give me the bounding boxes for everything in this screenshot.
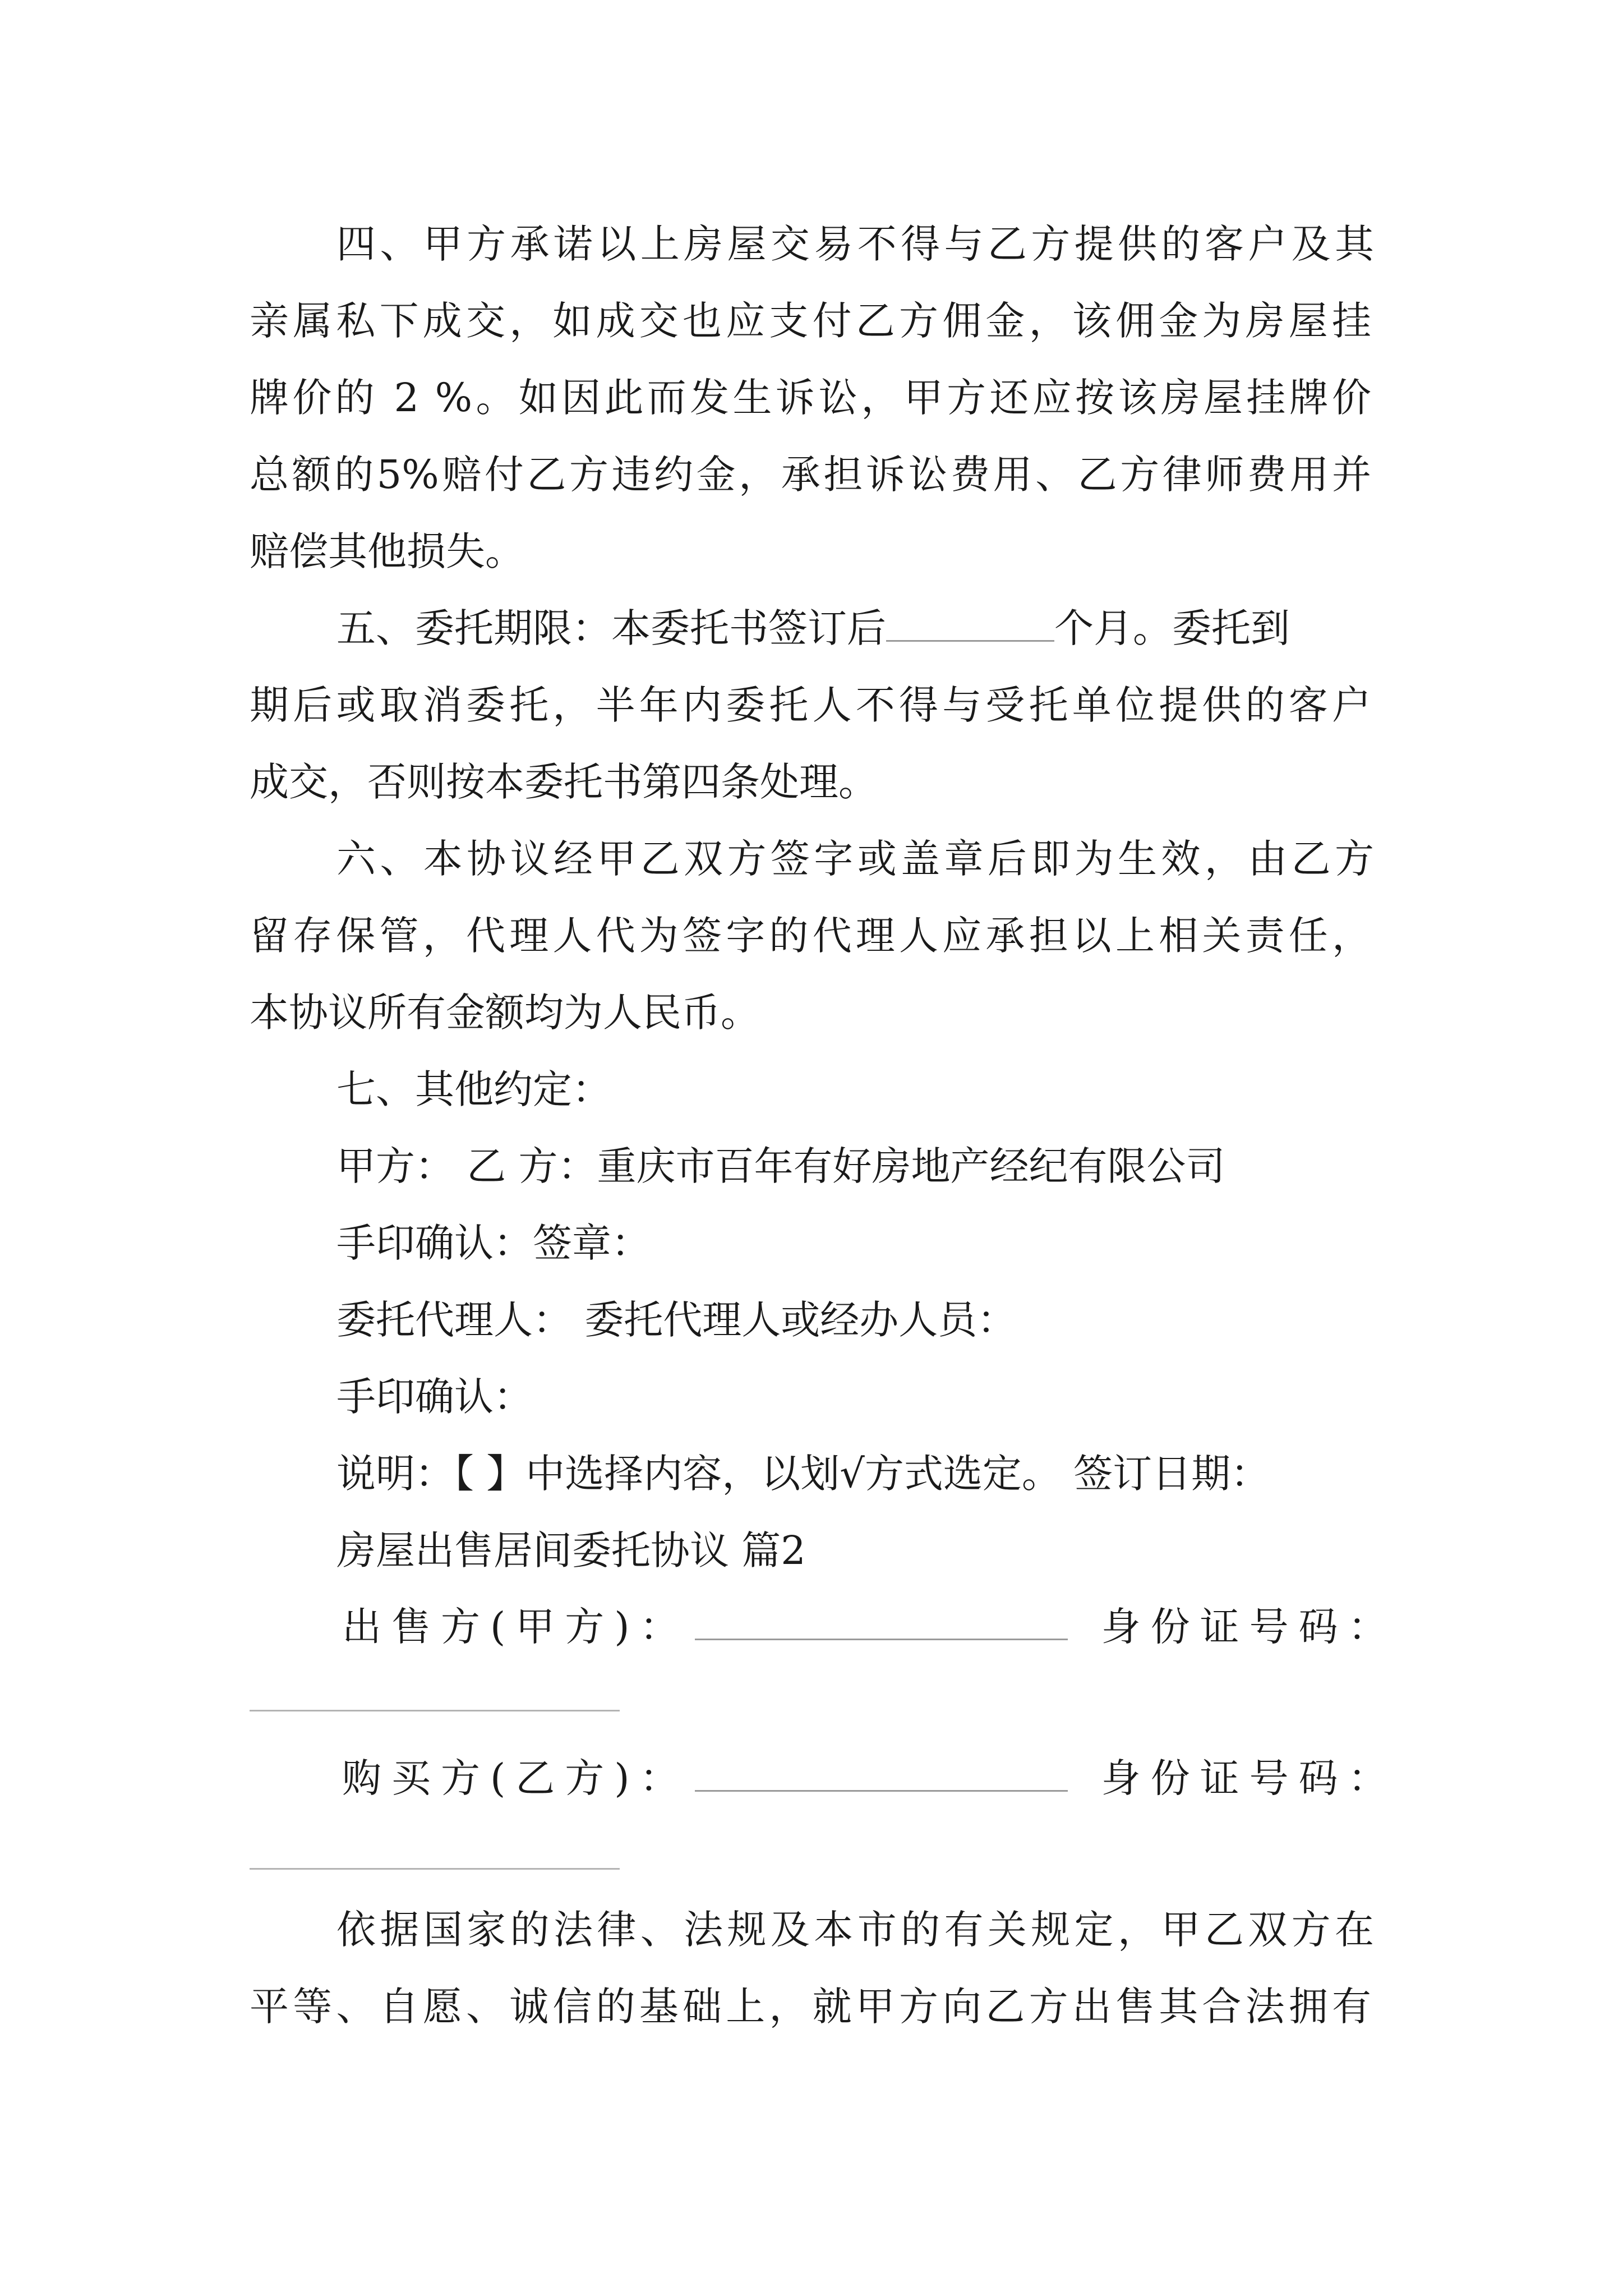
clause6-line2: 留存保管，代理人代为签字的代理人应承担以上相关责任， (250, 913, 1371, 959)
signature-parties: 甲方： 乙 方：重庆市百年有好房地产经纪有限公司 (336, 1143, 1225, 1189)
clause4-line1: 四、甲方承诺以上房屋交易不得与乙方提供的客户及其 (336, 221, 1374, 267)
section2-title: 房屋出售居间委托协议 篇2 (336, 1527, 806, 1573)
intro-line2: 平等、自愿、诚信的基础上，就甲方向乙方出售其合法拥有 (250, 1984, 1371, 2030)
signature-agents: 委托代理人： 委托代理人或经办人员： (336, 1297, 1017, 1343)
clause6-line3: 本协议所有金额均为人民币。 (250, 990, 760, 1036)
buyer-id-blank (250, 1868, 620, 1870)
buyer-line: 购买方(乙方)： 身份证号码： (0, 1750, 1623, 1806)
clause7: 七、其他约定： (336, 1066, 611, 1112)
clause4-line4: 总额的5%赔付乙方违约金，承担诉讼费用、乙方律师费用并 (250, 452, 1371, 498)
seller-line: 出售方(甲方)： 身份证号码： (0, 1599, 1623, 1655)
clause6-line1: 六、本协议经甲乙双方签字或盖章后即为生效，由乙方 (336, 836, 1374, 882)
clause5-line1: 五、委托期限：本委托书签订后 个月。委托到 (0, 600, 1623, 656)
intro-line1: 依据国家的法律、法规及本市的有关规定，甲乙双方在 (336, 1907, 1374, 1953)
clause4-line2: 亲属私下成交，如成交也应支付乙方佣金，该佣金为房屋挂 (250, 298, 1371, 344)
clause5-line3: 成交，否则按本委托书第四条处理。 (250, 759, 878, 805)
clause4-line5: 赔偿其他损失。 (250, 528, 524, 574)
clause4-line3: 牌价的 2 %。如因此而发生诉讼，甲方还应按该房屋挂牌价 (250, 375, 1371, 421)
clause5-line2: 期后或取消委托，半年内委托人不得与受托单位提供的客户 (250, 682, 1371, 728)
seller-name-blank (695, 1602, 1068, 1640)
buyer-name-blank (695, 1753, 1068, 1792)
signature-seal: 手印确认：签章： (336, 1220, 651, 1266)
seller-id-blank (250, 1710, 620, 1711)
selection-note: 说明：【 】中选择内容，以划√方式选定。 签订日期： (336, 1451, 1270, 1497)
term-months-blank (886, 603, 1054, 642)
signature-thumbprint: 手印确认： (336, 1374, 533, 1420)
